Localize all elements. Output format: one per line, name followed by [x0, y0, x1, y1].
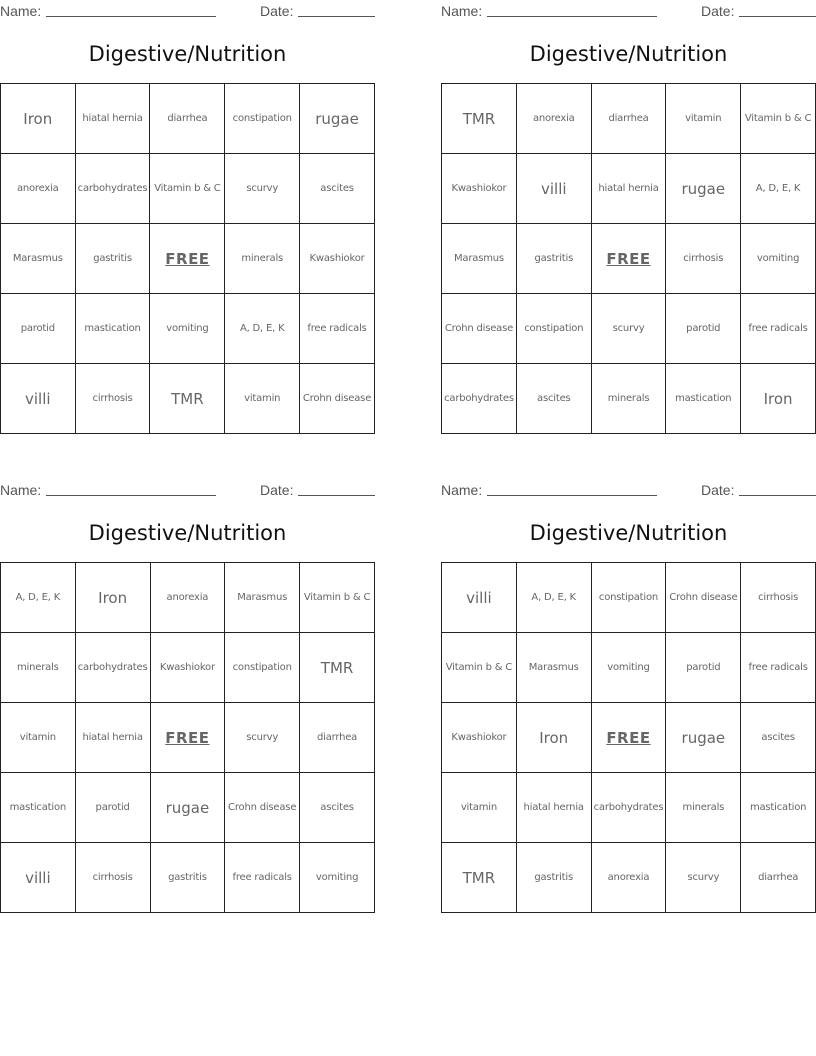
bingo-cell: Kwashiokor [442, 154, 517, 224]
bingo-row [1, 224, 375, 294]
bingo-cell: ascites [516, 364, 591, 434]
bingo-cell: mastication [75, 294, 150, 364]
name-label: Name: [441, 3, 483, 19]
bingo-cell: free radicals [300, 294, 375, 364]
card-title: Digestive/Nutrition [529, 521, 728, 545]
bingo-cell: rugae [300, 84, 375, 154]
bingo-grid [441, 83, 816, 434]
bingo-cell: parotid [666, 294, 741, 364]
bingo-cell: Iron [1, 84, 76, 154]
bingo-row [1, 703, 375, 773]
date-field-line [739, 495, 816, 496]
card-header [0, 0, 376, 22]
bingo-row [442, 843, 816, 913]
bingo-cell: diarrhea [591, 84, 666, 154]
bingo-cell: rugae [666, 703, 741, 773]
bingo-cell: cirrhosis [75, 843, 150, 913]
bingo-cell: parotid [1, 294, 76, 364]
bingo-cell: parotid [75, 773, 150, 843]
bingo-cell: TMR [442, 84, 517, 154]
bingo-cell: Iron [741, 364, 816, 434]
bingo-cell: diarrhea [150, 84, 225, 154]
name-label: Name: [0, 3, 42, 19]
bingo-cell: vomiting [591, 633, 666, 703]
bingo-cell: scurvy [225, 154, 300, 224]
bingo-cell: gastritis [75, 224, 150, 294]
bingo-row [442, 563, 816, 633]
bingo-cell: gastritis [516, 224, 591, 294]
bingo-card-2 [441, 0, 816, 440]
name-label: Name: [441, 482, 483, 498]
card-header [0, 479, 376, 501]
bingo-cell: minerals [666, 773, 741, 843]
bingo-cell: vitamin [666, 84, 741, 154]
bingo-cell: Iron [75, 563, 150, 633]
bingo-cell: anorexia [591, 843, 666, 913]
bingo-cell: Crohn disease [666, 563, 741, 633]
card-title: Digestive/Nutrition [529, 42, 728, 66]
bingo-cell: constipation [591, 563, 666, 633]
bingo-grid [0, 562, 375, 913]
bingo-row [1, 154, 375, 224]
date-label: Date: [260, 3, 294, 19]
name-field-line [46, 16, 216, 17]
bingo-row [1, 364, 375, 434]
bingo-row [1, 84, 375, 154]
date-field-line [739, 16, 816, 17]
bingo-cell: Vitamin b & C [150, 154, 225, 224]
date-label: Date: [260, 482, 294, 498]
bingo-cell: A, D, E, K [1, 563, 76, 633]
bingo-cell: TMR [300, 633, 375, 703]
bingo-cell: ascites [300, 154, 375, 224]
bingo-cell: TMR [442, 843, 517, 913]
bingo-cell: vomiting [300, 843, 375, 913]
bingo-cell: Marasmus [225, 563, 300, 633]
bingo-cell: vitamin [442, 773, 517, 843]
bingo-cell: villi [1, 843, 76, 913]
bingo-cell: rugae [150, 773, 225, 843]
bingo-cell: minerals [591, 364, 666, 434]
card-header [441, 0, 816, 22]
date-label: Date: [701, 3, 735, 19]
bingo-row [442, 224, 816, 294]
bingo-cell: hiatal hernia [75, 703, 150, 773]
bingo-cell: TMR [150, 364, 225, 434]
bingo-cell: Crohn disease [300, 364, 375, 434]
bingo-cell: diarrhea [300, 703, 375, 773]
bingo-cell: Iron [516, 703, 591, 773]
bingo-cell: vomiting [741, 224, 816, 294]
bingo-cell: cirrhosis [741, 563, 816, 633]
date-field-line [298, 495, 375, 496]
bingo-cell: anorexia [516, 84, 591, 154]
bingo-row [1, 633, 375, 703]
bingo-row [1, 294, 375, 364]
bingo-cell: Vitamin b & C [300, 563, 375, 633]
bingo-cell: rugae [666, 154, 741, 224]
bingo-cell: villi [442, 563, 517, 633]
bingo-cell: mastication [741, 773, 816, 843]
bingo-cell: ascites [300, 773, 375, 843]
bingo-cell: Crohn disease [442, 294, 517, 364]
bingo-cell: anorexia [150, 563, 225, 633]
bingo-cell: free radicals [741, 633, 816, 703]
bingo-cell: carbohydrates [75, 633, 150, 703]
free-space-cell: FREE [591, 224, 666, 294]
bingo-cell: constipation [225, 633, 300, 703]
bingo-cell: Vitamin b & C [741, 84, 816, 154]
bingo-row [442, 633, 816, 703]
date-field-line [298, 16, 375, 17]
bingo-row [442, 703, 816, 773]
bingo-cell: Kwashiokor [300, 224, 375, 294]
bingo-cell: Kwashiokor [150, 633, 225, 703]
name-field-line [487, 495, 657, 496]
bingo-cell: carbohydrates [442, 364, 517, 434]
bingo-cell: carbohydrates [591, 773, 666, 843]
bingo-row [442, 84, 816, 154]
bingo-cell: Kwashiokor [442, 703, 517, 773]
bingo-cell: anorexia [1, 154, 76, 224]
bingo-cell: cirrhosis [666, 224, 741, 294]
card-title: Digestive/Nutrition [88, 42, 287, 66]
bingo-cell: Vitamin b & C [442, 633, 517, 703]
bingo-grid [0, 83, 375, 434]
bingo-cell: Crohn disease [225, 773, 300, 843]
bingo-card-4 [441, 479, 816, 919]
name-field-line [487, 16, 657, 17]
bingo-cell: parotid [666, 633, 741, 703]
name-field-line [46, 495, 216, 496]
bingo-cell: minerals [1, 633, 76, 703]
date-label: Date: [701, 482, 735, 498]
card-title: Digestive/Nutrition [88, 521, 287, 545]
card-header [441, 479, 816, 501]
bingo-cell: villi [1, 364, 76, 434]
bingo-cell: Marasmus [516, 633, 591, 703]
free-space-cell: FREE [150, 703, 225, 773]
bingo-cell: hiatal hernia [591, 154, 666, 224]
bingo-row [442, 364, 816, 434]
free-space-cell: FREE [150, 224, 225, 294]
bingo-cell: A, D, E, K [225, 294, 300, 364]
bingo-cell: mastication [1, 773, 76, 843]
bingo-cell: scurvy [225, 703, 300, 773]
bingo-cell: constipation [516, 294, 591, 364]
bingo-cell: gastritis [150, 843, 225, 913]
bingo-card-3 [0, 479, 375, 919]
bingo-cell: A, D, E, K [741, 154, 816, 224]
bingo-cell: scurvy [591, 294, 666, 364]
bingo-cell: free radicals [741, 294, 816, 364]
bingo-cell: cirrhosis [75, 364, 150, 434]
bingo-cell: constipation [225, 84, 300, 154]
bingo-cell: scurvy [666, 843, 741, 913]
bingo-card-1 [0, 0, 375, 440]
bingo-row [442, 773, 816, 843]
bingo-cell: mastication [666, 364, 741, 434]
bingo-row [1, 563, 375, 633]
bingo-cell: vitamin [1, 703, 76, 773]
bingo-cell: Marasmus [1, 224, 76, 294]
bingo-cell: villi [516, 154, 591, 224]
bingo-grid [441, 562, 816, 913]
bingo-cell: gastritis [516, 843, 591, 913]
bingo-row [1, 773, 375, 843]
bingo-row [442, 294, 816, 364]
bingo-row [442, 154, 816, 224]
bingo-cell: diarrhea [741, 843, 816, 913]
bingo-cell: hiatal hernia [75, 84, 150, 154]
bingo-cell: free radicals [225, 843, 300, 913]
bingo-cell: A, D, E, K [516, 563, 591, 633]
bingo-cell: vomiting [150, 294, 225, 364]
bingo-cell: hiatal hernia [516, 773, 591, 843]
bingo-cell: carbohydrates [75, 154, 150, 224]
bingo-cell: minerals [225, 224, 300, 294]
bingo-cell: vitamin [225, 364, 300, 434]
name-label: Name: [0, 482, 42, 498]
free-space-cell: FREE [591, 703, 666, 773]
bingo-cell: Marasmus [442, 224, 517, 294]
bingo-row [1, 843, 375, 913]
bingo-cell: ascites [741, 703, 816, 773]
